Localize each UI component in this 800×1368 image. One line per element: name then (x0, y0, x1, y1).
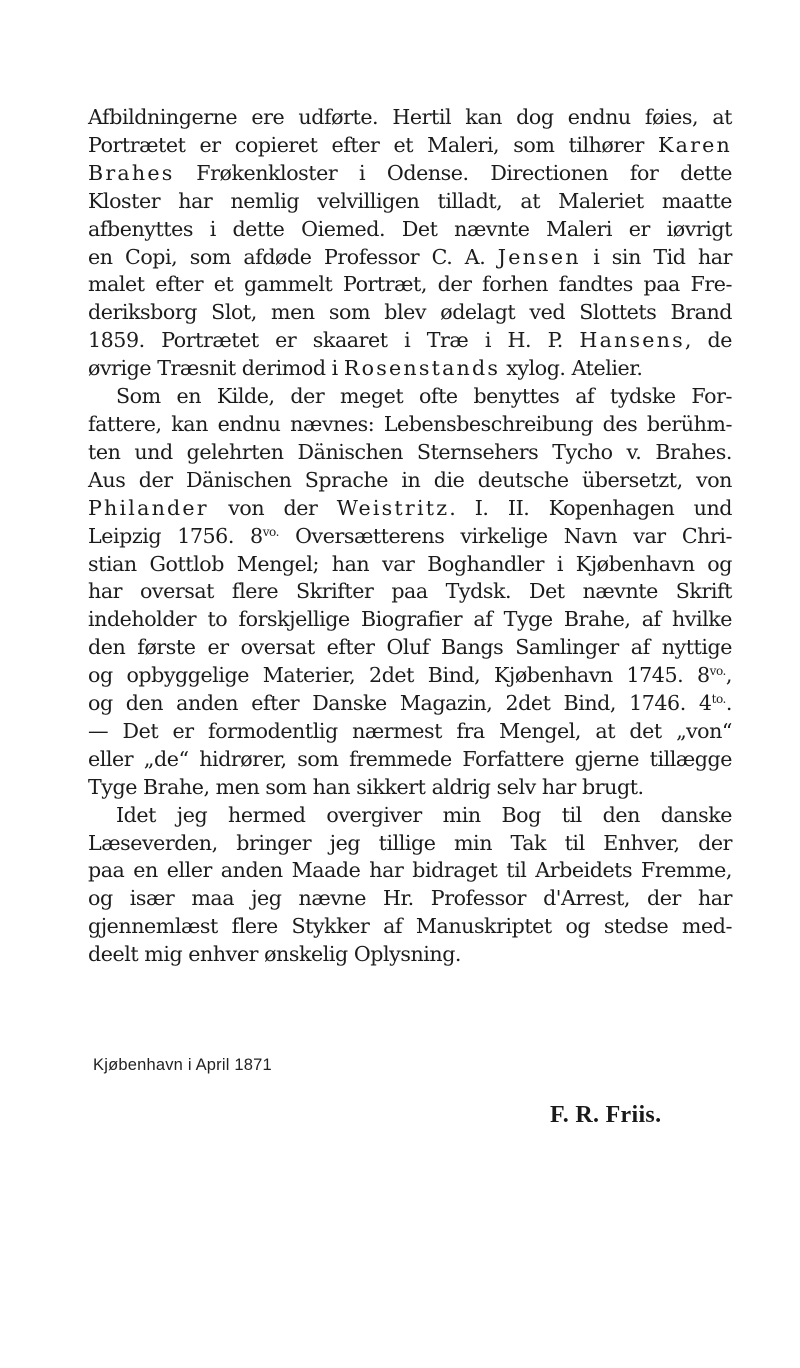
text-line: fattere, kan endnu nævnes: Lebensbeschreibung des berühm- (88, 411, 732, 436)
text-line: gjennemlæst flere Stykker af Manuskriptet og stedse med- (88, 914, 732, 939)
text-line: og især maa jeg nævne Hr. Professor d'Arrest, der har (88, 886, 732, 911)
text-line: og opbyggelige Materier, 2det Bind, Kjøbenhavn 1745. $8^{vo.}$, (88, 663, 732, 688)
text-line: paa en eller anden Maade har bidraget til Arbeidets Fremme, (88, 858, 732, 883)
text-line: Portrætet er copieret efter et Maleri, som tilhører Karen (88, 132, 732, 157)
text-line: den første er oversat efter Oluf Bangs Samlinger af nyttige (88, 635, 732, 660)
text-line: eller „de“ hidrører, som fremmede Forfattere gjerne tillægge (88, 746, 732, 771)
text-line: deelt mig enhver ønskelig Oplysning. (88, 942, 462, 967)
text-line: en Copi, som afdøde Professor C. A. Jensen i sin Tid har (88, 244, 733, 269)
text-line: 1859. Portrætet er skaaret i Træ i H. P. Hansens, de (88, 328, 732, 353)
document-body (88, 104, 732, 969)
text-line: har oversat flere Skrifter paa Tydsk. Det nævnte Skrift (88, 579, 732, 604)
text-line: Brahes Frøkenkloster i Odense. Directionen for dette (88, 160, 732, 185)
text-line: Som en Kilde, der meget ofte benyttes af tydske For- (116, 384, 732, 409)
text-line: Philander von der Weistritz. I. II. Kopenhagen und (88, 495, 732, 520)
text-line: deriksborg Slot, men som blev ødelagt ved Slottets Brand (88, 300, 732, 325)
text-line: og den anden efter Danske Magazin, 2det Bind, 1746. $4^{to.}$. (88, 691, 732, 716)
text-line: afbenyttes i dette Oiemed. Det nævnte Maleri er iøvrigt (88, 216, 732, 241)
text-line: øvrige Træsnit derimod i Rosenstands xylog. Atelier. (88, 356, 643, 381)
paragraph-illustrations (88, 104, 732, 383)
text-line: Aus der Dänischen Sprache in die deutsche übersetzt, von (88, 467, 732, 492)
text-line: — Det er formodentlig nærmest fra Mengel, at det „von“ (88, 718, 732, 743)
text-line: Afbildningerne ere udførte. Hertil kan dog endnu føies, at (88, 105, 732, 129)
text-line: Læseverden, bringer jeg tillige min Tak til Enhver, der (88, 830, 732, 855)
text-line: Kloster har nemlig velvilligen tilladt, at Maleriet maatte (88, 188, 732, 213)
place-and-date: Kjøbenhavn i April 1871 (93, 1056, 272, 1074)
text-line: Tyge Brahe, men som han sikkert aldrig selv har brugt. (88, 774, 644, 799)
author-signature: F. R. Friis. (550, 1102, 662, 1128)
text-line: stian Gottlob Mengel; han var Boghandler i Kjøbenhavn og (88, 551, 732, 576)
paragraph-sources (88, 383, 732, 802)
paragraph-acknowledgements (88, 802, 732, 969)
text-line: ten und gelehrten Dänischen Sternsehers Tycho v. Brahes. (88, 439, 732, 464)
text-line: malet efter et gammelt Portræt, der forhen fandtes paa Fre- (88, 272, 732, 297)
text-line: indeholder to forskjellige Biografier af Tyge Brahe, af hvilke (88, 607, 732, 632)
text-line: Leipzig 1756. $8^{vo.}$ Oversætterens virkelige Navn var Chri- (88, 523, 732, 548)
text-line: Idet jeg hermed overgiver min Bog til den danske (116, 802, 732, 827)
